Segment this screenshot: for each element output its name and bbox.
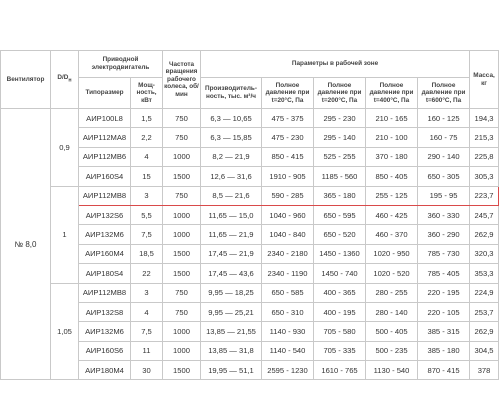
ratio-cell: 0,9 bbox=[51, 109, 79, 187]
flow-cell: 6,3 — 15,85 bbox=[201, 128, 262, 147]
flow-cell: 13,85 — 31,8 bbox=[201, 341, 262, 360]
power-cell: 30 bbox=[131, 361, 163, 380]
p20-cell: 2340 - 2180 bbox=[262, 244, 314, 263]
table-row bbox=[1, 283, 499, 302]
mass-cell: 223,7 bbox=[470, 186, 499, 205]
speed-cell: 1000 bbox=[163, 225, 201, 244]
p200-cell: 650 - 595 bbox=[314, 205, 366, 224]
speed-cell: 1000 bbox=[163, 322, 201, 341]
power-cell: 3 bbox=[131, 283, 163, 302]
header-speed: Частота вращения рабочего колеса, об/мин bbox=[163, 51, 201, 109]
p600-cell: 385 - 315 bbox=[418, 322, 470, 341]
speed-cell: 1500 bbox=[163, 264, 201, 283]
p20-cell: 475 - 375 bbox=[262, 109, 314, 128]
type-cell: АИР132М6 bbox=[79, 225, 131, 244]
power-cell: 7,5 bbox=[131, 225, 163, 244]
mass-cell: 253,7 bbox=[470, 302, 499, 321]
type-cell: АИР160М4 bbox=[79, 244, 131, 263]
header-p600: Полное давление при t=600°С, Па bbox=[418, 78, 470, 109]
header-p400: Полное давление при t=400°С, Па bbox=[366, 78, 418, 109]
speed-cell: 750 bbox=[163, 283, 201, 302]
type-cell: АИР132S6 bbox=[79, 205, 131, 224]
p200-cell: 295 - 230 bbox=[314, 109, 366, 128]
power-cell: 18,5 bbox=[131, 244, 163, 263]
p20-cell: 590 - 285 bbox=[262, 186, 314, 205]
power-cell: 22 bbox=[131, 264, 163, 283]
table-row bbox=[1, 109, 499, 128]
p400-cell: 210 - 165 bbox=[366, 109, 418, 128]
p200-cell: 1185 - 560 bbox=[314, 167, 366, 186]
flow-cell: 9,95 — 18,25 bbox=[201, 283, 262, 302]
p400-cell: 280 - 140 bbox=[366, 302, 418, 321]
p400-cell: 1130 - 540 bbox=[366, 361, 418, 380]
speed-cell: 1500 bbox=[163, 361, 201, 380]
header-ratio-sub: н bbox=[68, 77, 72, 84]
p400-cell: 1020 - 950 bbox=[366, 244, 418, 263]
speed-cell: 1000 bbox=[163, 205, 201, 224]
type-cell: АИР100L8 bbox=[79, 109, 131, 128]
flow-cell: 17,45 — 43,6 bbox=[201, 264, 262, 283]
flow-cell: 11,65 — 15,0 bbox=[201, 205, 262, 224]
type-cell: АИР180М4 bbox=[79, 361, 131, 380]
p400-cell: 500 - 235 bbox=[366, 341, 418, 360]
fan-spec-table bbox=[0, 50, 499, 380]
speed-cell: 1500 bbox=[163, 167, 201, 186]
header-flow: Производитель-ность, тыс. м³/ч bbox=[201, 78, 262, 109]
mass-cell: 378 bbox=[470, 361, 499, 380]
p200-cell: 705 - 335 bbox=[314, 341, 366, 360]
header-type: Типоразмер bbox=[79, 78, 131, 109]
speed-cell: 750 bbox=[163, 302, 201, 321]
type-cell: АИР132М6 bbox=[79, 322, 131, 341]
p600-cell: 870 - 415 bbox=[418, 361, 470, 380]
p20-cell: 650 - 585 bbox=[262, 283, 314, 302]
mass-cell: 224,9 bbox=[470, 283, 499, 302]
mass-cell: 215,3 bbox=[470, 128, 499, 147]
p20-cell: 1140 - 540 bbox=[262, 341, 314, 360]
mass-cell: 304,5 bbox=[470, 341, 499, 360]
p200-cell: 400 - 195 bbox=[314, 302, 366, 321]
header-ratio-label: D/D bbox=[57, 74, 69, 82]
header-mass: Масса, кг bbox=[470, 51, 499, 109]
mass-cell: 262,9 bbox=[470, 322, 499, 341]
header-p20: Полное давление при t=20°С, Па bbox=[262, 78, 314, 109]
p400-cell: 850 - 405 bbox=[366, 167, 418, 186]
p200-cell: 400 - 365 bbox=[314, 283, 366, 302]
flow-cell: 17,45 — 21,9 bbox=[201, 244, 262, 263]
header-params: Параметры в рабочей зоне bbox=[201, 51, 470, 78]
flow-cell: 8,5 — 21,6 bbox=[201, 186, 262, 205]
speed-cell: 1500 bbox=[163, 244, 201, 263]
power-cell: 2,2 bbox=[131, 128, 163, 147]
power-cell: 3 bbox=[131, 186, 163, 205]
p200-cell: 295 - 140 bbox=[314, 128, 366, 147]
p600-cell: 360 - 290 bbox=[418, 225, 470, 244]
p600-cell: 650 - 305 bbox=[418, 167, 470, 186]
ratio-cell: 1 bbox=[51, 186, 79, 283]
ratio-cell: 1,05 bbox=[51, 283, 79, 380]
power-cell: 11 bbox=[131, 341, 163, 360]
speed-cell: 750 bbox=[163, 109, 201, 128]
p20-cell: 2340 - 1190 bbox=[262, 264, 314, 283]
header-ratio bbox=[51, 51, 79, 109]
p600-cell: 360 - 330 bbox=[418, 205, 470, 224]
p20-cell: 1040 - 960 bbox=[262, 205, 314, 224]
p400-cell: 370 - 180 bbox=[366, 147, 418, 166]
p200-cell: 1450 - 1360 bbox=[314, 244, 366, 263]
power-cell: 4 bbox=[131, 147, 163, 166]
p20-cell: 1140 - 930 bbox=[262, 322, 314, 341]
flow-cell: 8,2 — 21,9 bbox=[201, 147, 262, 166]
type-cell: АИР180S4 bbox=[79, 264, 131, 283]
flow-cell: 6,3 — 10,65 bbox=[201, 109, 262, 128]
speed-cell: 750 bbox=[163, 186, 201, 205]
p200-cell: 1610 - 765 bbox=[314, 361, 366, 380]
p400-cell: 460 - 370 bbox=[366, 225, 418, 244]
flow-cell: 13,85 — 21,55 bbox=[201, 322, 262, 341]
header-fan: Вентилятор bbox=[1, 51, 51, 109]
p200-cell: 650 - 520 bbox=[314, 225, 366, 244]
type-cell: АИР112МВ8 bbox=[79, 283, 131, 302]
type-cell: АИР112МА8 bbox=[79, 128, 131, 147]
p20-cell: 1040 - 840 bbox=[262, 225, 314, 244]
mass-cell: 320,3 bbox=[470, 244, 499, 263]
flow-cell: 9,95 — 25,21 bbox=[201, 302, 262, 321]
p600-cell: 290 - 140 bbox=[418, 147, 470, 166]
power-cell: 4 bbox=[131, 302, 163, 321]
p600-cell: 785 - 405 bbox=[418, 264, 470, 283]
p400-cell: 1020 - 520 bbox=[366, 264, 418, 283]
type-cell: АИР112МВ8 bbox=[79, 186, 131, 205]
mass-cell: 245,7 bbox=[470, 205, 499, 224]
header-motor-group: Приводной электродвигатель bbox=[79, 51, 163, 78]
p400-cell: 280 - 255 bbox=[366, 283, 418, 302]
mass-cell: 225,8 bbox=[470, 147, 499, 166]
mass-cell: 353,3 bbox=[470, 264, 499, 283]
p600-cell: 160 - 125 bbox=[418, 109, 470, 128]
p200-cell: 705 - 580 bbox=[314, 322, 366, 341]
p400-cell: 210 - 100 bbox=[366, 128, 418, 147]
header-power: Мощ-ность, кВт bbox=[131, 78, 163, 109]
p20-cell: 2595 - 1230 bbox=[262, 361, 314, 380]
type-cell: АИР160S4 bbox=[79, 167, 131, 186]
p20-cell: 650 - 310 bbox=[262, 302, 314, 321]
p20-cell: 1910 - 905 bbox=[262, 167, 314, 186]
mass-cell: 305,3 bbox=[470, 167, 499, 186]
p20-cell: 850 - 415 bbox=[262, 147, 314, 166]
speed-cell: 750 bbox=[163, 128, 201, 147]
power-cell: 1,5 bbox=[131, 109, 163, 128]
type-cell: АИР132S8 bbox=[79, 302, 131, 321]
p400-cell: 255 - 125 bbox=[366, 186, 418, 205]
flow-cell: 11,65 — 21,9 bbox=[201, 225, 262, 244]
power-cell: 15 bbox=[131, 167, 163, 186]
table-row-highlighted bbox=[1, 186, 499, 205]
type-cell: АИР112МВ6 bbox=[79, 147, 131, 166]
power-cell: 5,5 bbox=[131, 205, 163, 224]
flow-cell: 12,6 — 31,6 bbox=[201, 167, 262, 186]
p400-cell: 460 - 425 bbox=[366, 205, 418, 224]
fan-number-cell: № 8,0 bbox=[1, 109, 51, 380]
p600-cell: 220 - 195 bbox=[418, 283, 470, 302]
p400-cell: 500 - 405 bbox=[366, 322, 418, 341]
p600-cell: 385 - 180 bbox=[418, 341, 470, 360]
p200-cell: 1450 - 740 bbox=[314, 264, 366, 283]
fan-spec-table-container bbox=[0, 50, 500, 375]
p600-cell: 220 - 105 bbox=[418, 302, 470, 321]
p200-cell: 365 - 180 bbox=[314, 186, 366, 205]
p600-cell: 160 - 75 bbox=[418, 128, 470, 147]
p600-cell: 785 - 730 bbox=[418, 244, 470, 263]
p600-cell: 195 - 95 bbox=[418, 186, 470, 205]
p20-cell: 475 - 230 bbox=[262, 128, 314, 147]
power-cell: 7,5 bbox=[131, 322, 163, 341]
p200-cell: 525 - 255 bbox=[314, 147, 366, 166]
speed-cell: 1000 bbox=[163, 341, 201, 360]
flow-cell: 19,95 — 51,1 bbox=[201, 361, 262, 380]
type-cell: АИР160S6 bbox=[79, 341, 131, 360]
header-p200: Полное давление при t=200°С, Па bbox=[314, 78, 366, 109]
speed-cell: 1000 bbox=[163, 147, 201, 166]
mass-cell: 262,9 bbox=[470, 225, 499, 244]
mass-cell: 194,3 bbox=[470, 109, 499, 128]
